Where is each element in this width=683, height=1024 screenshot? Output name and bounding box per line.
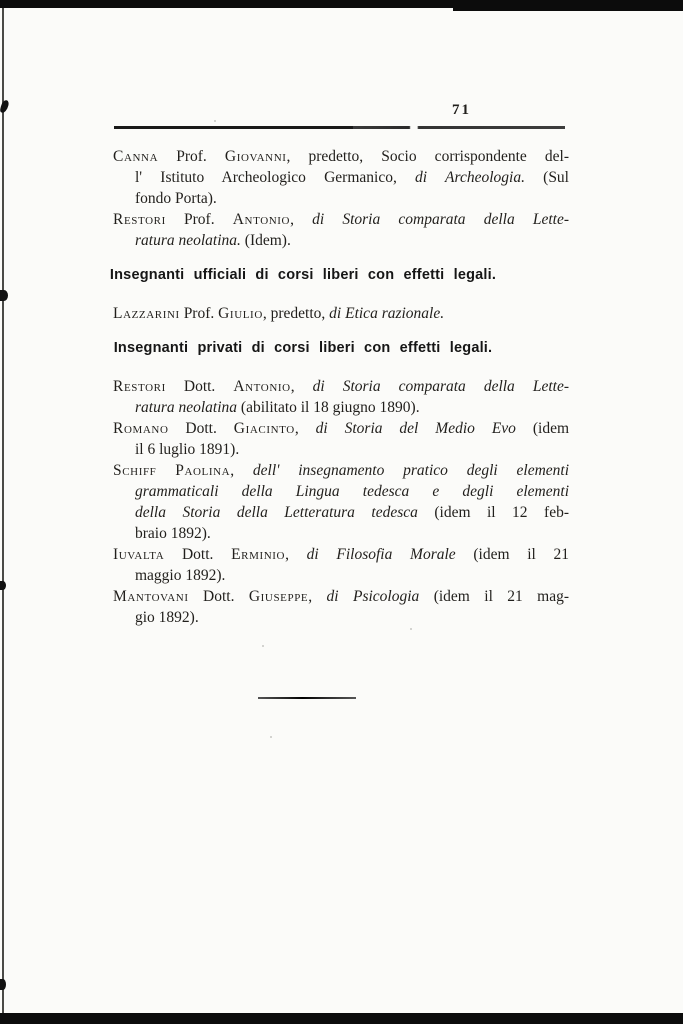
text-line [113,586,569,607]
text-line [113,397,569,418]
text-line [113,418,569,439]
text-segment-roman: , [294,420,316,437]
text-line [113,481,569,502]
text-segment-bold: Insegnanti privati di corsi liberi con effetti legali. [113,340,493,356]
text-segment-roman: Dott. [165,378,234,395]
text-segment-italic: ratura neolatina [135,399,238,416]
text-segment-roman [156,462,175,479]
text-segment-smallcaps: Giulio [218,305,263,322]
text-segment-roman: fondo Porta). [135,190,217,207]
text-line [113,544,569,565]
header-rule [114,126,565,129]
text-segment-smallcaps: Romano [113,420,169,437]
text-segment-smallcaps: Iuvalta [113,546,165,563]
text-segment-roman: (Sul [524,169,569,186]
text-line [113,167,569,188]
section-heading [75,265,531,285]
text-segment-smallcaps: Canna [113,148,159,165]
text-segment-roman: il 6 luglio 1891). [135,441,240,458]
text-segment-roman: Dott. [164,546,232,563]
scan-edge-top-right [453,0,683,11]
section-heading [75,338,531,358]
scan-speckle [214,120,216,122]
text-line [113,460,569,481]
text-line [113,523,569,544]
text-segment-italic: di Storia comparata della Lette- [312,378,569,395]
text-segment-roman: Prof. [179,305,219,322]
text-segment-roman: , predetto, Socio corrispondente del- [286,148,569,165]
text-segment-roman: braio 1892). [135,525,211,542]
text-segment-italic: della Storia della Letteratura tedesca [135,504,418,521]
text-segment-roman: maggio 1892). [135,567,226,584]
text-segment-roman: , [308,588,327,605]
text-segment-smallcaps: Giovanni [224,148,287,165]
text-segment-smallcaps: Lazzarini [113,305,180,322]
text-segment-roman: gio 1892). [135,609,199,626]
scan-artifact [0,290,8,301]
text-line [113,376,569,397]
page-number: 71 [452,102,471,118]
text-segment-italic: di Psicologia [326,588,420,605]
text-line [113,607,569,628]
scan-speckle [410,628,412,630]
text-segment-smallcaps: Mantovani [113,588,189,605]
text-segment-smallcaps: Schiff [113,462,157,479]
text-segment-bold: Insegnanti ufficiali di corsi liberi con effetti legali. [109,267,497,283]
text-segment-roman: , [290,378,313,395]
scan-speckle [270,736,272,738]
text-segment-roman: (idem il 21 [455,546,569,563]
text-segment-roman: , [285,546,307,563]
text-segment-italic: di Archeologia. [415,169,525,186]
section-end-rule [258,697,356,699]
text-segment-roman: , [230,462,253,479]
text-segment-roman: Dott. [188,588,249,605]
text-segment-smallcaps: Restori [113,378,166,395]
text-segment-smallcaps: Paolina [175,462,231,479]
text-segment-smallcaps: Giuseppe [248,588,309,605]
text-segment-roman: , [290,211,313,228]
text-segment-roman: Dott. [168,420,234,437]
text-segment-smallcaps: Restori [113,211,166,228]
text-line [113,502,569,523]
text-line [113,565,569,586]
text-segment-smallcaps: Antonio [232,211,291,228]
text-line [113,209,569,230]
text-line [113,188,569,209]
text-line [113,230,569,251]
text-segment-smallcaps: Giacinto [233,420,295,437]
text-segment-italic: dell' insegnamento pratico degli elementi [252,462,570,479]
text-line [113,303,569,324]
text-segment-italic: ratura neolatina. [135,232,241,249]
text-segment-italic: di Etica razionale. [329,305,445,322]
text-segment-italic: grammaticali della Lingua tedesca e degli elementi [135,483,569,500]
text-segment-roman: Prof. [165,211,233,228]
scan-speckle [262,645,264,647]
scan-artifact [0,581,6,590]
scan-artifact [0,979,6,990]
text-segment-smallcaps: Erminio [231,546,286,563]
text-segment-roman: (Idem). [240,232,291,249]
text-segment-roman: (idem il 12 feb- [417,504,569,521]
text-segment-italic: di Filosofia Morale [306,546,456,563]
text-segment-italic: di Storia comparata della Lette- [312,211,570,228]
text-segment-smallcaps: Antonio [233,378,291,395]
text-segment-roman: (abilitato il 18 giugno 1890). [237,399,420,416]
scan-edge-left [2,8,4,1013]
text-line [113,146,569,167]
text-segment-italic: di Storia del Medio Evo [315,420,516,437]
text-segment-roman: (idem [515,420,570,437]
text-segment-roman: (idem il 21 mag- [419,588,570,605]
scan-edge-bottom [0,1013,683,1024]
text-segment-roman: l' Istituto Archeologico Germanico, [135,169,416,186]
text-line [113,439,569,460]
text-segment-roman: , predetto, [262,305,330,322]
text-segment-roman: Prof. [158,148,225,165]
page-text [109,146,570,628]
